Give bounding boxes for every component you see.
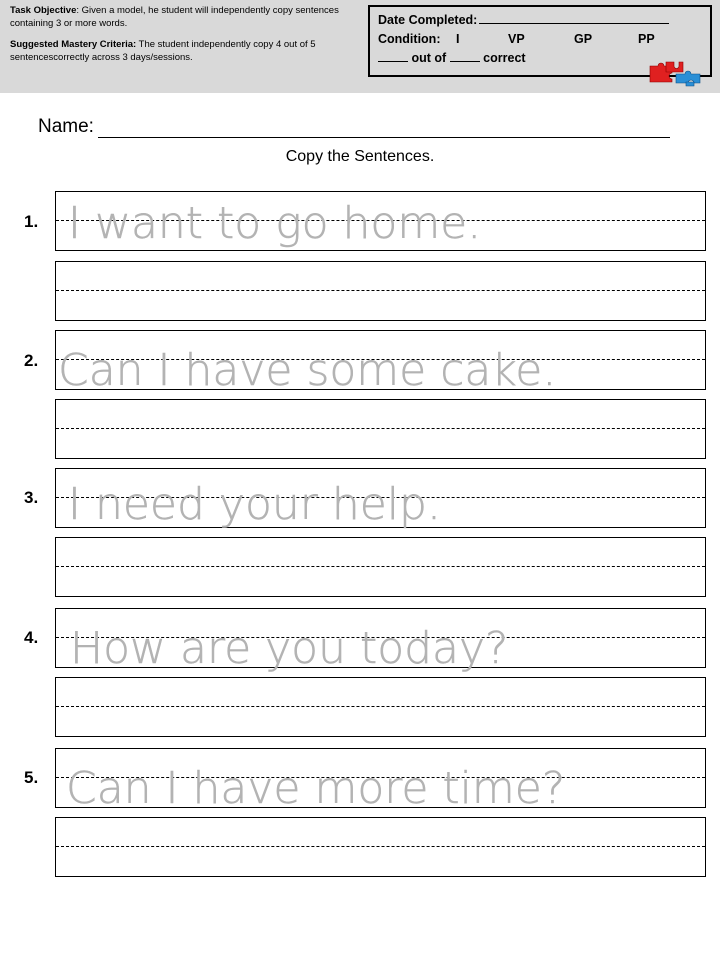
trace-box-3 bbox=[55, 468, 706, 528]
item-number-5: 5. bbox=[24, 768, 39, 787]
trace-sentence-2: Can I have some cake. bbox=[58, 345, 557, 396]
trace-box-2 bbox=[55, 330, 706, 396]
dashed-midline bbox=[56, 428, 705, 429]
mastery-label: Suggested Mastery Criteria: bbox=[10, 39, 137, 50]
trace-sentence-5: Can I have more time? bbox=[66, 763, 566, 814]
condition-option-pp[interactable]: PP bbox=[638, 32, 655, 46]
item-number-3: 3. bbox=[24, 488, 39, 507]
mastery-text: The student independently copy 4 out of 5 sentencescorrectly across 3 days/sessions. bbox=[10, 39, 316, 63]
condition-label: Condition: bbox=[378, 32, 441, 46]
task-objective-block bbox=[10, 4, 360, 72]
task-objective-label: Task Objective bbox=[10, 5, 77, 16]
write-box-5[interactable] bbox=[55, 817, 706, 877]
dashed-midline bbox=[56, 290, 705, 291]
task-objective bbox=[10, 4, 360, 30]
date-completed-blank[interactable] bbox=[479, 12, 669, 24]
dashed-midline bbox=[56, 846, 705, 847]
write-box-1[interactable] bbox=[55, 261, 706, 321]
item-number-1: 1. bbox=[24, 212, 39, 231]
date-completed-label: Date Completed: bbox=[378, 13, 478, 27]
condition-row bbox=[378, 30, 702, 49]
trace-sentence-4: How are you today? bbox=[70, 623, 509, 674]
out-of-label: out of bbox=[411, 51, 447, 65]
name-row bbox=[38, 116, 670, 138]
score-correct-blank[interactable] bbox=[378, 50, 408, 62]
mastery-criteria bbox=[10, 38, 360, 64]
name-field[interactable] bbox=[98, 118, 670, 138]
instruction: Copy the Sentences. bbox=[285, 148, 435, 165]
item-number-2: 2. bbox=[24, 351, 39, 370]
correct-label: correct bbox=[483, 51, 526, 65]
score-total-blank[interactable] bbox=[450, 50, 480, 62]
condition-option-vp[interactable]: VP bbox=[508, 32, 525, 46]
name-label: Name: bbox=[38, 116, 94, 137]
date-completed-row bbox=[378, 11, 702, 30]
condition-option-i[interactable]: I bbox=[456, 32, 460, 46]
dashed-midline bbox=[56, 706, 705, 707]
item-number-4: 4. bbox=[24, 628, 39, 647]
write-box-4[interactable] bbox=[55, 677, 706, 737]
trace-sentence-3: I need your help. bbox=[68, 479, 441, 530]
task-objective-text: : Given a model, he student will independently copy sentences containing 3 or more words. bbox=[10, 5, 339, 29]
trace-box-5 bbox=[55, 748, 706, 814]
dashed-midline bbox=[56, 566, 705, 567]
trace-box-1 bbox=[55, 191, 706, 251]
trace-sentence-1: I want to go home. bbox=[68, 198, 482, 249]
write-box-2[interactable] bbox=[55, 399, 706, 459]
header-bar bbox=[0, 0, 720, 93]
trace-box-4 bbox=[55, 608, 706, 674]
write-box-3[interactable] bbox=[55, 537, 706, 597]
puzzle-pieces-icon bbox=[646, 58, 706, 88]
condition-option-gp[interactable]: GP bbox=[574, 32, 593, 46]
